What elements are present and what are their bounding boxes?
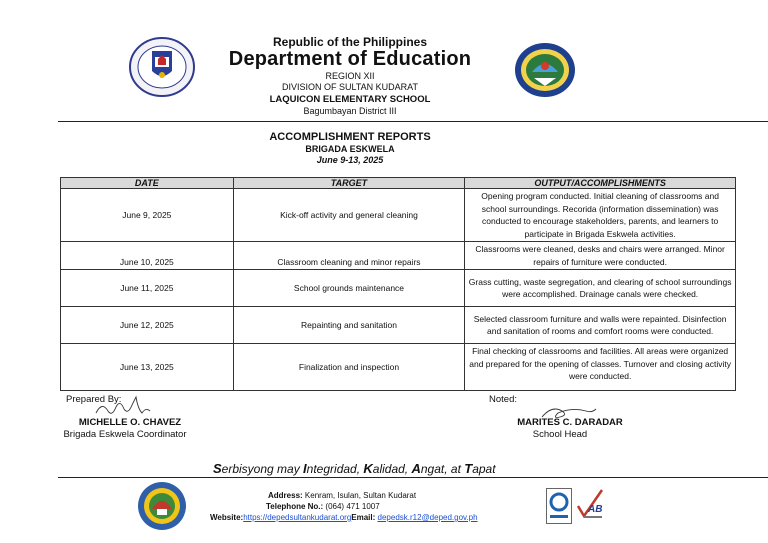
certification-logo-1	[546, 488, 572, 524]
report-dates: June 9-13, 2025	[316, 155, 384, 165]
table-row	[61, 189, 736, 242]
republic-label: Republic of the Philippines	[272, 35, 427, 49]
column-header-target: TARGET	[233, 178, 465, 189]
column-header-output: OUTPUT/ACCOMPLISHMENTS	[465, 178, 736, 189]
footer-telephone: Telephone No.: (064) 471 1007	[266, 502, 380, 511]
report-subtitle: BRIGADA ESKWELA	[305, 144, 395, 154]
row-output: Selected classroom furniture and walls were repainted. Disinfection and sanitation of rooms and comfort rooms were conducted.	[465, 307, 736, 344]
footer-contact: Website:https://depedsultankudarat.orgEmail: depedsk.r12@deped.gov.ph	[210, 513, 478, 522]
certification-logo-2	[576, 488, 606, 524]
prepared-by-role: Brigada Eskwela Coordinator	[63, 429, 187, 440]
table-row	[61, 242, 736, 270]
row-target: Kick-off activity and general cleaning	[233, 189, 465, 242]
header-divider	[58, 121, 768, 122]
deped-seal-logo	[128, 37, 196, 97]
district-label: Bagumbayan District III	[303, 106, 397, 116]
region-label: REGION XII	[325, 71, 375, 81]
row-output: Opening program conducted. Initial cleaning of classrooms and school surroundings. Recorida (information dissemination) was conducted to encourage stakeholders, parents, and learners to participate in Brigada Eskwela activities.	[465, 189, 736, 242]
division-seal-logo	[514, 42, 576, 98]
column-header-date: DATE	[61, 178, 234, 189]
table-row	[61, 307, 736, 344]
table-header-row	[61, 178, 736, 189]
accomplishment-table	[60, 177, 736, 391]
division-label: DIVISION OF SULTAN KUDARAT	[281, 82, 418, 92]
row-date: June 13, 2025	[61, 344, 234, 391]
row-target: Finalization and inspection	[233, 344, 465, 391]
noted-role: School Head	[532, 429, 588, 440]
department-title: Department of Education	[228, 48, 472, 70]
row-output: Final checking of classrooms and facilities. All areas were organized and prepared for the opening of classes. Turnover and closing activity were conducted.	[465, 344, 736, 391]
email-link[interactable]: depedsk.r12@deped.gov.ph	[377, 513, 478, 522]
table-row	[61, 270, 736, 307]
website-link[interactable]: https://depedsultankudarat.org	[243, 513, 352, 522]
prepared-by-name: MICHELLE O. CHAVEZ	[78, 417, 182, 428]
footer-address: Address: Kenram, Isulan, Sultan Kudarat	[268, 491, 417, 500]
prepared-by-label: Prepared By:	[66, 394, 122, 405]
noted-label: Noted:	[489, 394, 517, 405]
row-date: June 9, 2025	[61, 189, 234, 242]
footer-divider	[58, 477, 768, 478]
row-output: Classrooms were cleaned, desks and chairs were arranged. Minor repairs of furniture were conducted.	[465, 242, 736, 270]
row-target: Classroom cleaning and minor repairs	[233, 242, 465, 270]
row-date: June 11, 2025	[61, 270, 234, 307]
school-name: LAQUICON ELEMENTARY SCHOOL	[269, 94, 431, 105]
row-date: June 10, 2025	[61, 242, 234, 270]
row-target: Repainting and sanitation	[233, 307, 465, 344]
svg-text:AB: AB	[588, 504, 603, 515]
row-date: June 12, 2025	[61, 307, 234, 344]
row-output: Grass cutting, waste segregation, and clearing of school surroundings were accomplished. Drainage canals were checked.	[465, 270, 736, 307]
report-title: ACCOMPLISHMENT REPORTS	[269, 131, 431, 143]
noted-name: MARITES C. DARADAR	[517, 417, 623, 428]
deped-motto: Serbisyong may Integridad, Kalidad, Angat, at Tapat	[213, 461, 496, 476]
row-target: School grounds maintenance	[233, 270, 465, 307]
division-footer-logo	[137, 481, 187, 531]
table-row	[61, 344, 736, 391]
